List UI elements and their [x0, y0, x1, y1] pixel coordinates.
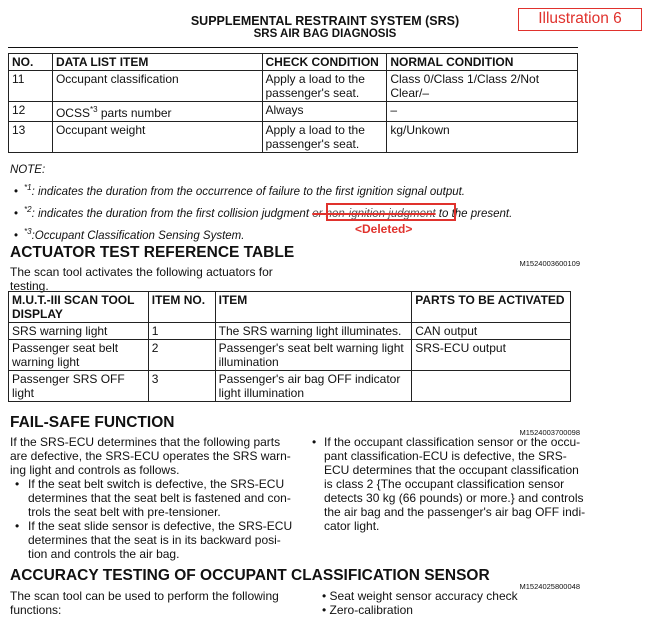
note-item [14, 183, 465, 198]
col-header: M.U.T.-III SCAN TOOL DISPLAY [9, 292, 149, 323]
table-cell [52, 102, 262, 122]
text-line: determines that the seat belt is fastened and con- [28, 491, 291, 505]
text-line: determines that the seat is in its backward posi- [28, 533, 281, 547]
text-line: If the occupant classification sensor or the occu- [324, 435, 581, 449]
text-line: are defective, the SRS-ECU operates the SRS warn- [10, 449, 291, 463]
text-line: detects 30 kg (66 pounds) or more.} and controls [324, 491, 584, 505]
text-line: pant classification-ECU is defective, the SRS- [324, 449, 567, 463]
page-subtitle: SRS AIR BAG DIAGNOSIS [253, 28, 397, 40]
footnote-ref: *3 [24, 227, 32, 236]
note-text: :Occupant Classification Sensing System. [31, 229, 245, 242]
table-cell: Apply a load to the passenger's seat. [262, 71, 387, 102]
col-header: CHECK CONDITION [262, 54, 387, 71]
list-item: • Seat weight sensor accuracy check [322, 589, 518, 603]
table-row [9, 102, 578, 122]
text-line: If the seat slide sensor is defective, the SRS-ECU [28, 519, 293, 533]
list-item: • Zero-calibration [322, 603, 413, 617]
col-header: ITEM [215, 292, 412, 323]
table-cell: CAN output [412, 323, 571, 340]
text-line: If the SRS-ECU determines that the following parts [10, 435, 281, 449]
failsafe-left-column [10, 435, 300, 561]
table-cell: Passenger's air bag OFF indicator light illumination [215, 371, 412, 402]
table-row [9, 71, 578, 102]
text-line: ECU determines that the occupant classification [324, 463, 579, 477]
table-header-row [9, 54, 578, 71]
text-line: trols the seat belt with pre-tensioner. [28, 505, 221, 519]
table-cell: 2 [148, 340, 215, 371]
table-cell: Class 0/Class 1/Class 2/Not Clear/– [387, 71, 578, 102]
failsafe-bullet: • If the seat belt switch is defective, the SRS-ECU determines that the seat belt is fastened and con- trols the seat belt with pre-tensioner. [10, 477, 300, 519]
table-header-row [9, 292, 571, 323]
failsafe-bullet: • If the seat slide sensor is defective, the SRS-ECU determines that the seat is in its backward posi- tion and controls the air bag. [10, 519, 300, 561]
actuator-intro: testing. [10, 279, 49, 293]
table-cell: Passenger SRS OFF light [9, 371, 149, 402]
ocss-suffix: parts number [97, 106, 172, 120]
accuracy-intro: The scan tool can be used to perform the following [10, 589, 279, 603]
col-header: NORMAL CONDITION [387, 54, 578, 71]
deleted-text: or non-ignition judgment [312, 207, 436, 220]
table-cell [412, 371, 571, 402]
table-cell: Occupant weight [52, 122, 262, 153]
section-code: M1524025800048 [519, 582, 580, 591]
text-line: tion and controls the air bag. [28, 547, 180, 561]
footnote-ref: *2 [24, 205, 32, 214]
note-item [14, 227, 244, 242]
ocss-label: OCSS [55, 106, 90, 120]
list-item-text: Zero-calibration [329, 603, 413, 617]
section-code: M1524003600109 [519, 259, 580, 268]
col-header: PARTS TO BE ACTIVATED [412, 292, 571, 323]
table-cell: Occupant classification [52, 71, 262, 102]
text-line: the air bag and the passenger's air bag OFF indi- [324, 505, 586, 519]
table-row [9, 371, 571, 402]
text-line: If the seat belt switch is defective, the SRS-ECU [28, 477, 285, 491]
table-cell: kg/Unkown [387, 122, 578, 153]
illustration-label: Illustration 6 [518, 8, 642, 31]
deleted-label: <Deleted> [355, 222, 413, 236]
table-cell: 1 [148, 323, 215, 340]
table-cell: Passenger seat belt warning light [9, 340, 149, 371]
table-cell: Always [262, 102, 387, 122]
table-row [9, 340, 571, 371]
table-cell: 12 [9, 102, 53, 122]
text-line: is class 2 {The occupant classification sensor [324, 477, 565, 491]
text-line: cator light. [324, 519, 380, 533]
failsafe-right-column: • If the occupant classification sensor or the occu- pant classification-ECU is defective, the SRS- ECU determines that the occupant classification is class 2 {The occupant classification sensor detects 30 kg (66 pounds) or more.} and controls the air bag and the passenger's air bag OFF indi- cator light. [312, 435, 602, 533]
col-header: DATA LIST ITEM [52, 54, 262, 71]
footnote-ref: *1 [24, 183, 32, 192]
note-label: NOTE: [10, 164, 46, 176]
table-cell: 13 [9, 122, 53, 153]
note-text: : indicates the duration from the occurrence of failure to the first ignition signal output. [31, 185, 465, 198]
header-rule [8, 47, 578, 48]
table-cell: Apply a load to the passenger's seat. [262, 122, 387, 153]
table-row [9, 122, 578, 153]
footnote-ref: *3 [89, 105, 98, 114]
deletion-box [326, 203, 456, 221]
table-cell: SRS warning light [9, 323, 149, 340]
table-cell: 11 [9, 71, 53, 102]
table-cell: The SRS warning light illuminates. [215, 323, 412, 340]
text-line: ing light and controls as follows. [10, 463, 180, 477]
table-cell: – [387, 102, 578, 122]
list-item-text: Seat weight sensor accuracy check [329, 589, 518, 603]
actuator-intro: The scan tool activates the following actuators for [10, 265, 273, 279]
table-cell: SRS-ECU output [412, 340, 571, 371]
note-text: : indicates the duration from the first collision judgment [31, 207, 313, 220]
table-row [9, 323, 571, 340]
actuator-table [8, 291, 571, 402]
col-header: NO. [9, 54, 53, 71]
accuracy-heading: ACCURACY TESTING OF OCCUPANT CLASSIFICATION SENSOR [10, 567, 490, 584]
failsafe-heading: FAIL-SAFE FUNCTION [10, 414, 175, 431]
table-cell: Passenger's seat belt warning light illumination [215, 340, 412, 371]
table-cell: 3 [148, 371, 215, 402]
section-code: M1524003700098 [519, 428, 580, 437]
note-text: to the present. [435, 207, 513, 220]
data-list-table [8, 53, 578, 153]
accuracy-intro: functions: [10, 603, 62, 617]
actuator-heading: ACTUATOR TEST REFERENCE TABLE [10, 244, 295, 261]
page-title: SUPPLEMENTAL RESTRAINT SYSTEM (SRS) [190, 14, 460, 28]
col-header: ITEM NO. [148, 292, 215, 323]
